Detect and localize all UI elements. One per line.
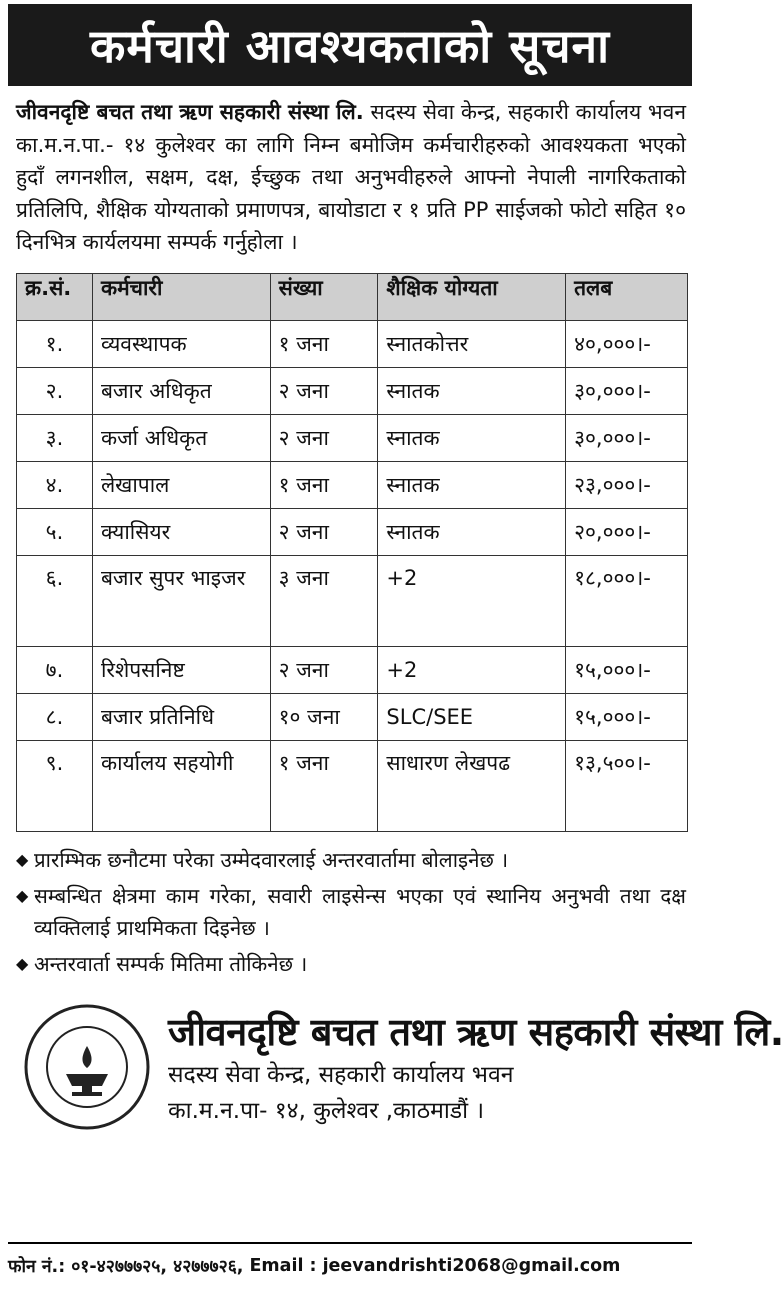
table-row	[17, 367, 688, 414]
table-header-row	[17, 273, 688, 320]
cell-qualification: स्नातक	[378, 508, 566, 555]
cell-post: लेखापाल	[92, 461, 270, 508]
cell-qualification: स्नातक	[378, 461, 566, 508]
cell-sn: ६.	[17, 555, 93, 646]
header-post: कर्मचारी	[92, 273, 270, 320]
cell-qualification: SLC/SEE	[378, 693, 566, 740]
cell-post: कर्जा अधिकृत	[92, 414, 270, 461]
note-item	[16, 948, 686, 980]
bullet-diamond-icon: ◆	[16, 849, 29, 869]
cell-count: १० जना	[270, 693, 378, 740]
bullet-diamond-icon: ◆	[16, 885, 29, 905]
cell-salary: १५,०००।-	[566, 693, 688, 740]
cell-salary: २३,०००।-	[566, 461, 688, 508]
bullet-diamond-icon: ◆	[16, 953, 29, 973]
footer-address-line1: सदस्य सेवा केन्द्र, सहकारी कार्यालय भवन	[168, 1061, 514, 1088]
table-row	[17, 320, 688, 367]
cell-sn: ५.	[17, 508, 93, 555]
cell-count: ३ जना	[270, 555, 378, 646]
cell-salary: १८,०००।-	[566, 555, 688, 646]
notes-list	[16, 844, 686, 980]
cell-post: बजार अधिकृत	[92, 367, 270, 414]
contact-bar	[8, 1242, 692, 1288]
cell-sn: १.	[17, 320, 93, 367]
table-row	[17, 508, 688, 555]
table-row	[17, 693, 688, 740]
phone-label: फोन नं.:	[8, 1257, 66, 1277]
cell-post: व्यवस्थापक	[92, 320, 270, 367]
header-count: संख्या	[270, 273, 378, 320]
cell-sn: २.	[17, 367, 93, 414]
cell-qualification: +2	[378, 646, 566, 693]
email-label: Email :	[249, 1256, 317, 1276]
cell-salary: ३०,०००।-	[566, 367, 688, 414]
note-text: अन्तरवार्ता सम्पर्क मितिमा तोकिनेछ ।	[34, 951, 308, 976]
cell-count: २ जना	[270, 414, 378, 461]
cell-salary: १५,०००।-	[566, 646, 688, 693]
cell-post: क्यासियर	[92, 508, 270, 555]
cell-salary: १३,५००।-	[566, 740, 688, 831]
cell-qualification: साधारण लेखपढ	[378, 740, 566, 831]
note-text: सम्बन्धित क्षेत्रमा काम गरेका, सवारी लाइसेन्स भएका एवं स्थानिय अनुभवी तथा दक्ष व्यक्तिलाई प्राथमिकता दिइनेछ ।	[34, 883, 686, 940]
intro-org-name: जीवनदृष्टि बचत तथा ऋण सहकारी संस्था लि.	[16, 100, 364, 124]
note-text: प्रारम्भिक छनौटमा परेका उम्मेदवारलाई अन्तरवार्तामा बोलाइनेछ ।	[34, 847, 509, 872]
cell-qualification: स्नातक	[378, 367, 566, 414]
cell-salary: ४०,०००।-	[566, 320, 688, 367]
vacancy-table	[16, 273, 688, 832]
cell-count: २ जना	[270, 646, 378, 693]
cell-sn: ९.	[17, 740, 93, 831]
note-item	[16, 844, 686, 876]
cell-qualification: स्नातक	[378, 414, 566, 461]
cell-count: २ जना	[270, 508, 378, 555]
header-qualification: शैक्षिक योग्यता	[378, 273, 566, 320]
intro-paragraph	[16, 96, 686, 259]
cell-count: १ जना	[270, 740, 378, 831]
cell-qualification: +2	[378, 555, 566, 646]
header-salary: तलब	[566, 273, 688, 320]
cell-salary: २०,०००।-	[566, 508, 688, 555]
lamp-seal-icon	[22, 1002, 152, 1132]
intro-body: सदस्य सेवा केन्द्र, सहकारी कार्यालय भवन का.म.न.पा.- १४ कुलेश्वर का लागि निम्न बमोजिम कर्मचारीहरुको आवश्यकता भएको हुदाँ लगनशील, सक्षम, दक्ष, ईच्छुक तथा अनुभवीहरुले आफ्नो नेपाली नागरिकताको प्रतिलिपि, शैक्षिक योग्यताको प्रमाणपत्र, बायोडाटा र १ प्रति PP साईजको फोटो सहित १० दिनभित्र कार्यलयमा सम्पर्क गर्नुहोला ।	[16, 100, 686, 254]
table-row	[17, 740, 688, 831]
phone-numbers: ०१-४२७७७२५, ४२७७७२६,	[71, 1257, 244, 1277]
cell-sn: ३.	[17, 414, 93, 461]
email-address: jeevandrishti2068@gmail.com	[322, 1256, 621, 1276]
cell-post: रिशेपसनिष्ट	[92, 646, 270, 693]
cell-sn: ८.	[17, 693, 93, 740]
table-row	[17, 555, 688, 646]
table-row	[17, 646, 688, 693]
cell-count: १ जना	[270, 461, 378, 508]
table-row	[17, 461, 688, 508]
cell-salary: ३०,०००।-	[566, 414, 688, 461]
footer-org-name: जीवनदृष्टि बचत तथा ऋण सहकारी संस्था लि.	[168, 1009, 784, 1054]
cell-sn: ४.	[17, 461, 93, 508]
notice-title: कर्मचारी आवश्यकताको सूचना	[8, 4, 692, 86]
note-item	[16, 880, 686, 944]
cell-post: बजार प्रतिनिधि	[92, 693, 270, 740]
footer-address-line2: का.म.न.पा- १४, कुलेश्वर ,काठमाडौं ।	[168, 1097, 485, 1124]
table-row	[17, 414, 688, 461]
footer-org-text	[168, 1005, 784, 1129]
cell-qualification: स्नातकोत्तर	[378, 320, 566, 367]
cell-sn: ७.	[17, 646, 93, 693]
cell-post: बजार सुपर भाइजर	[92, 555, 270, 646]
header-sn: क्र.सं.	[17, 273, 93, 320]
cell-count: १ जना	[270, 320, 378, 367]
footer-org-block	[22, 1002, 784, 1132]
cell-count: २ जना	[270, 367, 378, 414]
cell-post: कार्यालय सहयोगी	[92, 740, 270, 831]
